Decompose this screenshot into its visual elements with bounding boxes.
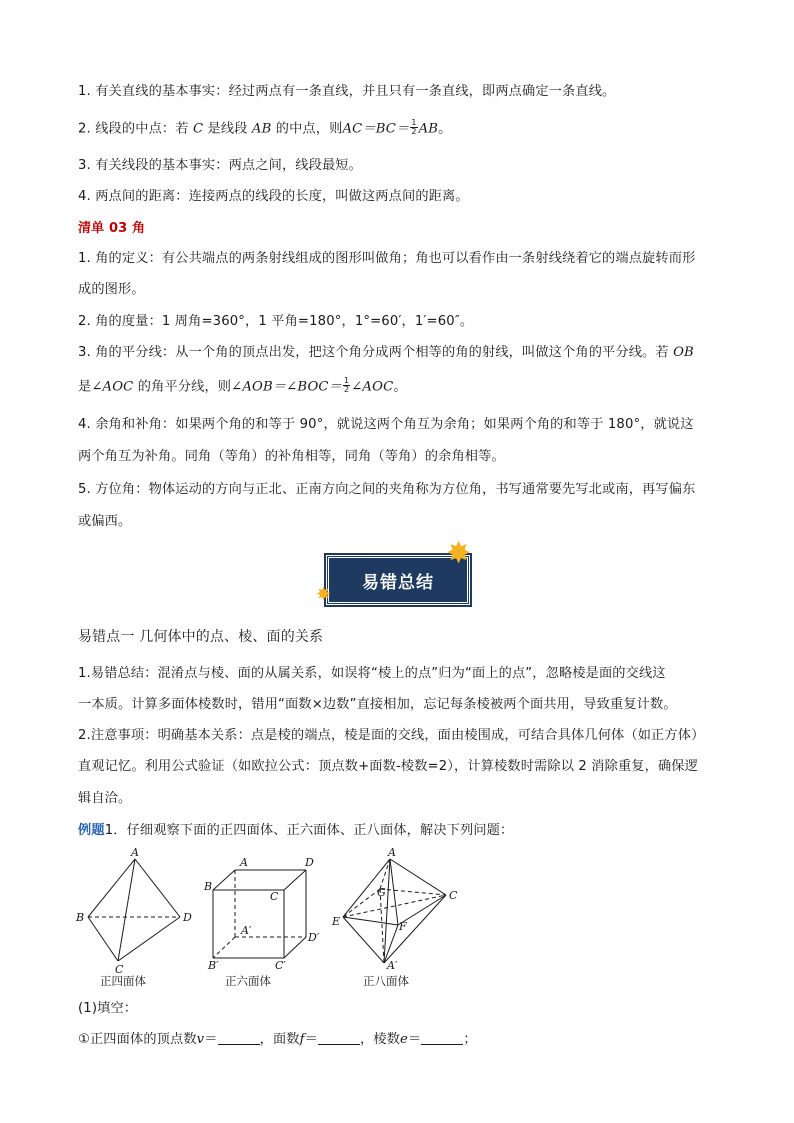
tetra-label-d: D [183, 911, 192, 924]
tetra-label-c: C [115, 963, 124, 976]
cube-label-c: C [270, 890, 279, 903]
angle-def-line-1: 1. 角的定义：有公共端点的两条射线组成的图形叫做角；角也可以看作由一条射线绕着它的端点旋转而形 [78, 251, 696, 266]
section-heading-angles: 清单 03 角 [78, 221, 146, 236]
cube-label-c1: C′ [275, 959, 286, 972]
angle-bisector-line-1: 3. 角的平分线：从一个角的顶点出发，把这个角分成两个相等的角的射线，叫做这个角的平分线。若 OB [78, 345, 694, 360]
cube-label-b1: B′ [208, 959, 219, 972]
error-summary-line-1: 1.易错总结：混淆点与棱、面的从属关系，如误将“棱上的点”归为“面上的点”，忽略棱是面的交线这 [78, 666, 666, 681]
fact-line-4: 4. 两点间的距离：连接两点的线段的长度，叫做这两点间的距离。 [78, 189, 469, 204]
error-point-title: 易错点一 几何体中的点、棱、面的关系 [78, 629, 324, 645]
fact-2-text-b: 是线段 [203, 121, 252, 137]
bearing-line-2: 或偏西。 [78, 514, 132, 529]
point-c: C [192, 121, 204, 137]
cube-label-a: A [240, 856, 248, 869]
segment-ab: AB [251, 121, 272, 137]
example-text: 1．仔细观察下面的正四面体、正六面体、正八面体，解决下列问题： [104, 823, 514, 838]
octa-label-c: C [449, 889, 458, 902]
cube-label-d1: D′ [308, 931, 320, 944]
star-icon-small: ✸ [316, 584, 332, 605]
fact-2-text-c: 的中点，则 [271, 121, 343, 137]
midpoint-equation: AC＝BC＝ [342, 121, 410, 137]
angle-measure-line: 2. 角的度量：1 周角=360°，1 平角=180°，1°=60′，1′=60″。 [78, 314, 474, 329]
octa-label-a1: A′ [387, 959, 398, 972]
vertex-count-blank[interactable] [218, 1032, 260, 1045]
banner-title: 易错总结 [362, 573, 434, 593]
notes-line-3: 辑自洽。 [78, 791, 132, 806]
cube-label-d: D [305, 856, 314, 869]
cube-caption: 正六面体 [225, 974, 271, 988]
angle-bisector-line-2: 是∠AOC 的角平分线，则∠AOB＝∠BOC＝ $\frac{1}{2}$ ∠AOC。 [78, 376, 407, 395]
tetra-caption: 正四面体 [100, 974, 146, 988]
fact-line-1: 1. 有关直线的基本事实：经过两点有一条直线，并且只有一条直线，即两点确定一条直线。 [78, 84, 616, 99]
star-icon: ✸ [446, 536, 472, 571]
example-label: 例题 [78, 823, 105, 838]
polyhedra-figure [70, 845, 470, 993]
question-1-line: ①正四面体的顶点数v＝ ，面数f＝ ，棱数e＝ ； [78, 1032, 477, 1047]
octa-label-e: E [332, 915, 341, 928]
error-summary-line-2: 一本质。计算多面体棱数时，错用“面数×边数”直接相加，忘记每条棱被两个面共用，导致重复计数。 [78, 697, 677, 712]
fraction-half-2: $\frac{1}{2}$ [343, 376, 350, 394]
cube-label-a1: A′ [241, 924, 252, 937]
notes-line-1: 2.注意事项：明确基本关系：点是棱的端点，棱是面的交线，面由棱围成，可结合具体几何体（如正方体） [78, 728, 705, 743]
angle-def-line-2: 成的图形。 [78, 282, 145, 297]
fact-line-3: 3. 有关线段的基本事实：两点之间，线段最短。 [78, 158, 362, 173]
octa-caption: 正八面体 [363, 974, 409, 988]
complementary-line-1: 4. 余角和补角：如果两个角的和等于 90°，就说这两个角互为余角；如果两个角的和等于 180°，就说这 [78, 417, 694, 432]
bearing-line-1: 5. 方位角：物体运动的方向与正北、正南方向之间的夹角称为方位角，书写通常要先写北或南，再写偏东 [78, 482, 696, 497]
octa-label-a: A [388, 846, 396, 859]
fact-2-text-a: 2. 线段的中点：若 [78, 121, 193, 137]
ray-ob: OB [673, 345, 694, 360]
cube-label-b: B [204, 880, 213, 893]
edge-count-blank[interactable] [421, 1032, 463, 1045]
example-line [78, 822, 513, 840]
notes-line-2: 直观记忆。利用公式验证（如欧拉公式：顶点数+面数-棱数=2），计算棱数时需除以 2 消除重复，确保逻 [78, 759, 698, 774]
complementary-line-2: 两个角互为补角。同角（等角）的补角相等，同角（等角）的余角相等。 [78, 449, 505, 464]
octa-label-g: G [377, 886, 386, 899]
tetra-label-b: B [76, 911, 85, 924]
segment-ab-end: AB [418, 121, 439, 137]
face-count-blank[interactable] [318, 1032, 360, 1045]
tetra-label-a: A [131, 846, 139, 859]
fraction-half: $\frac{1}{2}$ [411, 118, 417, 136]
octa-label-f: F [399, 920, 407, 933]
fill-heading: (1)填空： [78, 1001, 138, 1016]
fact-line-2: 2. 线段的中点：若 C 是线段 AB 的中点，则AC＝BC＝ $\frac{1}{2}$ AB。 [78, 118, 452, 137]
